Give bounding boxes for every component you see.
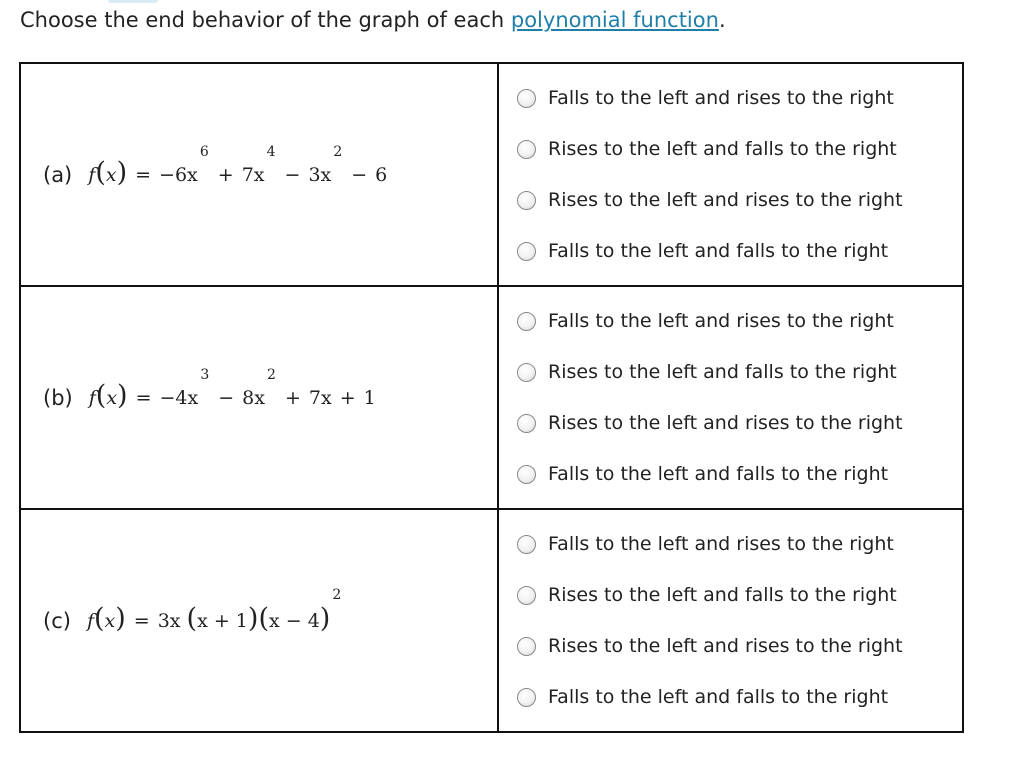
problems-table [19, 62, 964, 733]
function-variable: x [104, 609, 116, 632]
problem-row-c [20, 509, 963, 732]
radio-button[interactable] [517, 140, 536, 159]
function-name: f [86, 609, 94, 632]
option-c-rises-left-rises-right[interactable] [517, 621, 962, 672]
function-expression-c: f ( x ) = 3x ( x + 1 ) ( x − 4 ) 2 [86, 587, 342, 634]
option-a-falls-left-falls-right[interactable] [517, 226, 962, 277]
instruction-text [20, 6, 726, 34]
exponent: 3 [200, 366, 210, 383]
term: −4x 3 [159, 366, 210, 409]
part-label-a: (a) [43, 162, 73, 187]
option-label[interactable]: Rises to the left and falls to the right [548, 361, 897, 383]
operator: − [218, 386, 235, 409]
exponent: 2 [332, 587, 342, 603]
radio-button[interactable] [517, 465, 536, 484]
option-label[interactable]: Rises to the left and rises to the right [548, 189, 903, 211]
radio-group-a [499, 73, 962, 277]
option-c-falls-left-rises-right[interactable] [517, 519, 962, 570]
operator: − [284, 163, 301, 186]
equals-sign: = [133, 609, 150, 632]
radio-button[interactable] [517, 242, 536, 261]
term: 6 [375, 163, 388, 186]
option-label[interactable]: Falls to the left and rises to the right [548, 310, 894, 332]
radio-button[interactable] [517, 414, 536, 433]
operator: + [339, 386, 356, 409]
term: 8x 2 [242, 366, 276, 409]
problem-prompt-a [20, 63, 498, 286]
equals-sign: = [135, 386, 152, 409]
function-expression-b: f ( x ) = −4x 3 − 8x 2 + 7x + 1 [88, 366, 376, 411]
option-label[interactable]: Rises to the left and falls to the right [548, 138, 897, 160]
radio-button[interactable] [517, 312, 536, 331]
problem-prompt-c [20, 509, 498, 732]
radio-button[interactable] [517, 363, 536, 382]
option-a-falls-left-rises-right[interactable] [517, 73, 962, 124]
radio-button[interactable] [517, 89, 536, 108]
operator: − [351, 163, 368, 186]
radio-group-c [499, 519, 962, 723]
function-name: f [88, 163, 96, 186]
radio-button[interactable] [517, 535, 536, 554]
option-label[interactable]: Falls to the left and rises to the right [548, 87, 894, 109]
term: 7x 4 [241, 143, 276, 186]
term: 7x [308, 386, 332, 409]
option-label[interactable]: Falls to the left and rises to the right [548, 533, 894, 555]
polynomial-function-link[interactable]: polynomial function [510, 8, 719, 32]
option-b-rises-left-falls-right[interactable] [517, 347, 962, 398]
function-name: f [88, 386, 96, 409]
coefficient: 3x [157, 609, 181, 632]
option-c-falls-left-falls-right[interactable] [517, 672, 962, 723]
top-accent-decoration [108, 0, 158, 3]
option-label[interactable]: Rises to the left and rises to the right [548, 635, 903, 657]
function-expression-a: f ( x ) = −6x 6 + 7x 4 − 3x 2 − 6 [88, 143, 388, 188]
option-label[interactable]: Falls to the left and falls to the right [548, 240, 889, 262]
option-b-falls-left-rises-right[interactable] [517, 296, 962, 347]
option-a-rises-left-rises-right[interactable] [517, 175, 962, 226]
radio-button[interactable] [517, 688, 536, 707]
option-label[interactable]: Rises to the left and rises to the right [548, 412, 903, 434]
option-c-rises-left-falls-right[interactable] [517, 570, 962, 621]
option-b-rises-left-rises-right[interactable] [517, 398, 962, 449]
options-cell-b [498, 286, 963, 509]
instruction-prefix: Choose the end behavior of the graph of each [20, 8, 511, 32]
equals-sign: = [135, 163, 152, 186]
operator: + [284, 386, 301, 409]
problem-row-b [20, 286, 963, 509]
factor-inner: x + 1 [197, 609, 248, 632]
radio-group-b [499, 296, 962, 500]
function-variable: x [105, 163, 117, 186]
exponent: 4 [266, 143, 276, 160]
problem-row-a [20, 63, 963, 286]
exponent: 2 [267, 366, 276, 383]
radio-button[interactable] [517, 586, 536, 605]
option-label[interactable]: Falls to the left and falls to the right [548, 463, 889, 485]
option-a-rises-left-falls-right[interactable] [517, 124, 962, 175]
problem-prompt-b [20, 286, 498, 509]
instruction-suffix: . [718, 8, 726, 32]
exponent: 2 [333, 143, 343, 160]
exponent: 6 [199, 143, 209, 160]
option-label[interactable]: Falls to the left and falls to the right [548, 686, 889, 708]
operator: + [217, 163, 234, 186]
term: −6x 6 [159, 143, 209, 186]
term: ) 2 [319, 587, 342, 634]
term: 1 [363, 386, 376, 409]
function-variable: x [106, 386, 118, 409]
radio-button[interactable] [517, 637, 536, 656]
option-b-falls-left-falls-right[interactable] [517, 449, 962, 500]
factor-inner: x − 4 [268, 609, 320, 632]
radio-button[interactable] [517, 191, 536, 210]
part-label-b: (b) [43, 385, 73, 410]
option-label[interactable]: Rises to the left and falls to the right [548, 584, 897, 606]
options-cell-a [498, 63, 963, 286]
options-cell-c [498, 509, 963, 732]
part-label-c: (c) [43, 608, 71, 633]
term: 3x 2 [308, 143, 343, 186]
